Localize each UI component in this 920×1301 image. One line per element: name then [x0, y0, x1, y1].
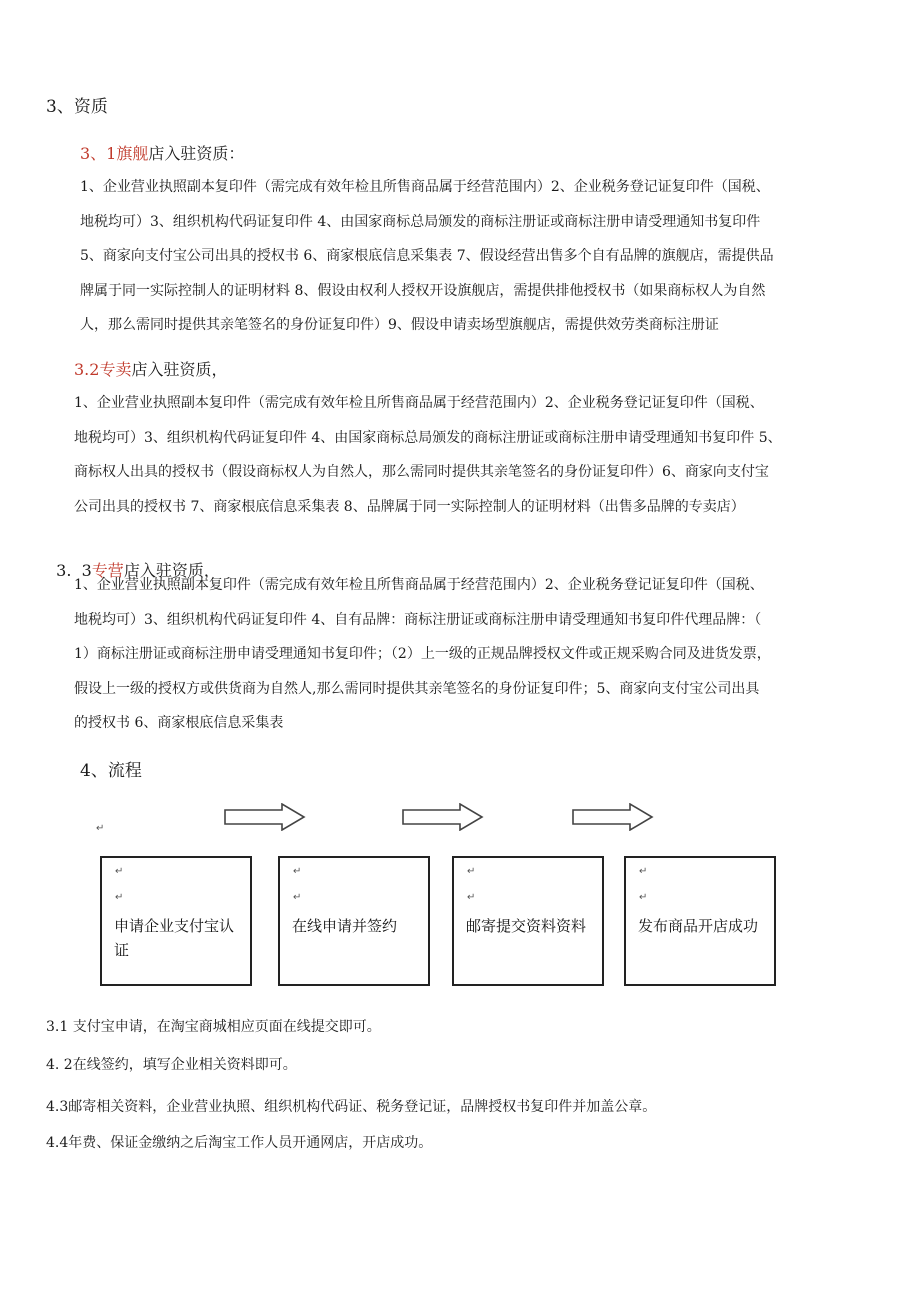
text-line: 公司出具的授权书 7、商家根底信息采集表 8、品牌属于同一实际控制人的证明材料（出售多品牌的专卖店）	[74, 498, 745, 515]
paragraph-mark: ↵	[293, 892, 302, 903]
flow-step-box	[100, 856, 252, 986]
flow-step-box	[624, 856, 776, 986]
subsection-number: 3.2	[74, 360, 100, 379]
subsection-title-rest: 店入驻资质：	[148, 144, 245, 163]
subsection-flagship-title	[80, 141, 244, 164]
subsection-keyword: 专营	[91, 561, 124, 580]
text-line: 牌属于同一实际控制人的证明材料 8、假设由权利人授权开设旗舰店，需提供排他授权书（如果商标权人为自然	[80, 282, 766, 299]
flow-step-box	[278, 856, 430, 986]
subsection-number: 3、1	[80, 144, 117, 163]
subsection-title-rest: 店入驻资质，	[123, 561, 220, 580]
paragraph-mark: ↵	[293, 866, 302, 877]
paragraph-mark: ↵	[115, 892, 124, 903]
paragraph-mark: ↵	[467, 892, 476, 903]
step-description: 4.3邮寄相关资料，企业营业执照、组织机构代码证、税务登记证，品牌授权书复印件并加盖公章。	[46, 1099, 657, 1115]
section-3-heading: 3、资质	[46, 97, 108, 117]
paragraph-mark: ↵	[467, 866, 476, 877]
flagship-requirements	[80, 170, 774, 343]
paragraph-mark: ↵	[639, 866, 648, 877]
text-line: 1、企业营业执照副本复印件（需完成有效年检且所售商品属于经营范围内）2、企业税务登记证复印件（国税、	[74, 395, 764, 411]
text-line: 地税均可）3、组织机构代码证复印件 4、由国家商标总局颁发的商标注册证或商标注册申请受理通知书复印件 5、	[74, 429, 782, 446]
subsection-keyword: 专卖	[99, 360, 132, 379]
text-line: 5、商家向支付宝公司出具的授权书 6、商家根底信息采集表 7、假设经营出售多个自有品牌的旗舰店，需提供品	[80, 248, 774, 264]
subsection-specialty-title	[74, 357, 227, 380]
flow-step-label: 在线申请并签约	[292, 917, 398, 935]
subsection-number: 3. 3	[56, 561, 92, 580]
paragraph-mark: ↵	[96, 823, 105, 834]
step-description: 3.1 支付宝申请，在淘宝商城相应页面在线提交即可。	[46, 1019, 381, 1035]
text-line: 假设上一级的授权方或供货商为自然人,那么需同时提供其亲笔签名的身份证复印件；5、商家向支付宝公司出具	[74, 680, 760, 697]
flow-step-label: 申请企业支付宝认证	[114, 917, 235, 959]
flow-step-box	[452, 856, 604, 986]
specialty-requirements	[74, 386, 782, 524]
flow-step-label: 邮寄提交资料资料	[466, 917, 587, 935]
section-4-heading: 4、流程	[80, 761, 142, 781]
text-line: 地税均可）3、组织机构代码证复印件 4、由国家商标总局颁发的商标注册证或商标注册申请受理通知书复印件	[80, 213, 761, 230]
franchise-requirements	[74, 568, 771, 741]
flow-step-label: 发布商品开店成功	[638, 917, 759, 935]
text-line: 的授权书 6、商家根底信息采集表	[74, 715, 284, 731]
step-description: 4.4年费、保证金缴纳之后淘宝工作人员开通网店，开店成功。	[46, 1135, 433, 1151]
text-line: 1、企业营业执照副本复印件（需完成有效年检且所售商品属于经营范围内）2、企业税务登记证复印件（国税、	[74, 577, 764, 593]
paragraph-mark: ↵	[115, 866, 124, 877]
right-arrow-icon	[402, 803, 484, 831]
paragraph-mark: ↵	[639, 892, 648, 903]
step-description: 4. 2在线签约，填写企业相关资料即可。	[46, 1057, 297, 1073]
right-arrow-icon	[572, 803, 654, 831]
text-line: 地税均可）3、组织机构代码证复印件 4、自有品牌：商标注册证或商标注册申请受理通知书复印件代理品牌：（	[74, 611, 762, 628]
text-line: 商标权人出具的授权书（假设商标权人为自然人，那么需同时提供其亲笔签名的身份证复印件）6、商家向支付宝	[74, 464, 769, 480]
subsection-title-rest: 店入驻资质，	[131, 360, 228, 379]
subsection-keyword: 旗舰	[116, 144, 149, 163]
text-line: 1）商标注册证或商标注册申请受理通知书复印件；（2）上一级的正规品牌授权文件或正规采购合同及进货发票，	[74, 646, 771, 662]
text-line: 人，那么需同时提供其亲笔签名的身份证复印件）9、假设申请卖场型旗舰店，需提供效劳类商标注册证	[80, 317, 719, 333]
text-line: 1、企业营业执照副本复印件（需完成有效年检且所售商品属于经营范围内）2、企业税务登记证复印件（国税、	[80, 179, 770, 195]
right-arrow-icon	[224, 803, 306, 831]
